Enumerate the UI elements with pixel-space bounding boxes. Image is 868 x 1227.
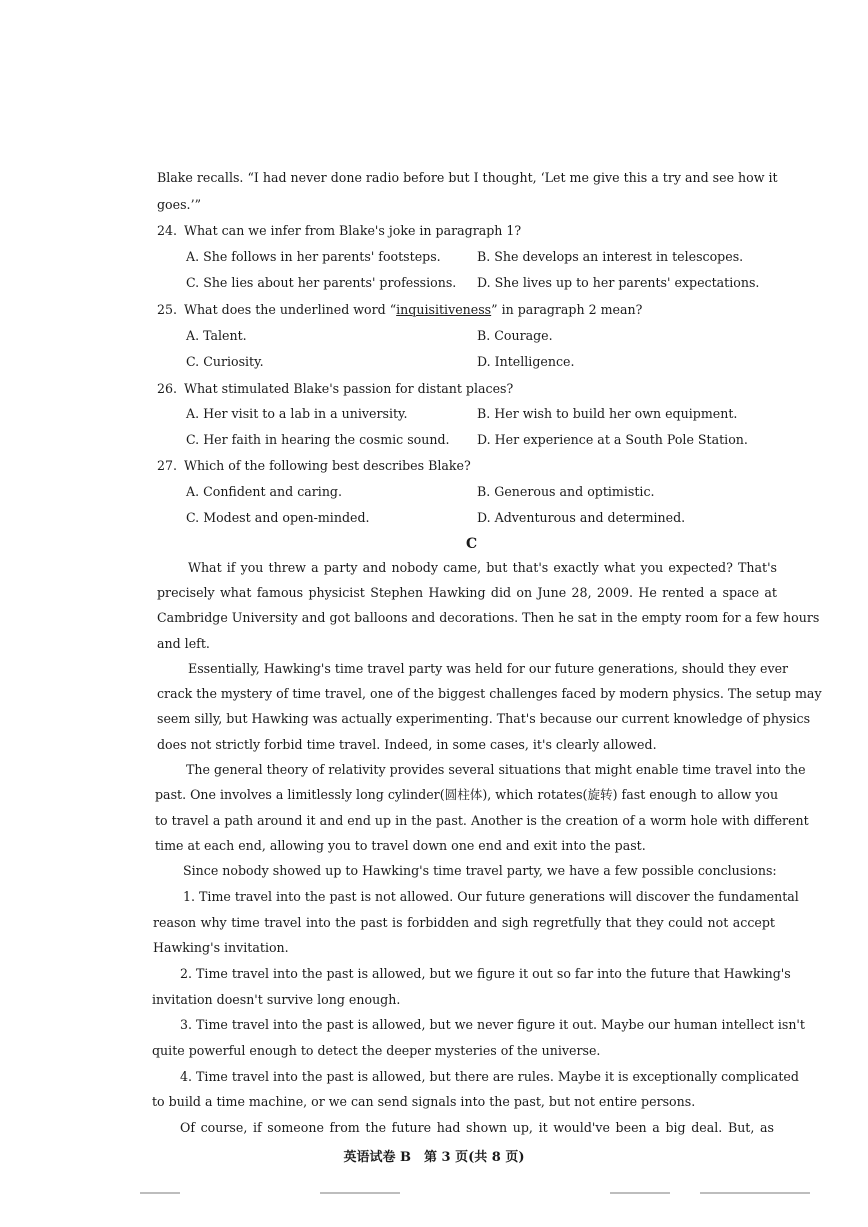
scan-artifact [320,1192,400,1194]
question-25-option-a[interactable]: A. Talent. [186,328,247,343]
passage-line: invitation doesn't survive long enough. [152,992,401,1007]
passage-line: 4. Time travel into the past is allowed, but there are rules. Maybe it is exceptionally complicated [180,1069,799,1084]
question-24-option-d[interactable]: D. She lives up to her parents' expectations. [477,275,760,290]
question-26-option-b[interactable]: B. Her wish to build her own equipment. [477,406,738,421]
underlined-word: inquisitiveness [396,302,492,317]
intro-line-2: goes.’” [157,197,202,212]
section-c-heading: C [466,536,478,552]
passage-line: 3. Time travel into the past is allowed, but we never figure it out. Maybe our human intellect isn't [180,1017,805,1032]
question-27-option-b[interactable]: B. Generous and optimistic. [477,484,655,499]
question-26-option-a[interactable]: A. Her visit to a lab in a university. [186,406,408,421]
passage-line: quite powerful enough to detect the deeper mysteries of the universe. [152,1043,601,1058]
passage-line: seem silly, but Hawking was actually experimenting. That's because our current knowledge of physics [157,711,811,726]
question-27-option-c[interactable]: C. Modest and open-minded. [186,510,370,525]
passage-line: Essentially, Hawking's time travel party was held for our future generations, should they ever [188,661,789,676]
question-25-stem-after: ” in paragraph 2 mean? [491,302,643,317]
question-24-option-a[interactable]: A. She follows in her parents' footsteps. [186,249,441,264]
passage-line: 2. Time travel into the past is allowed, but we figure it out so far into the future that Hawking's [180,966,791,981]
question-25-stem-before: What does the underlined word “ [184,302,397,317]
question-25-number: 25. [157,302,178,317]
question-26-number: 26. [157,381,178,396]
scan-artifact [140,1192,180,1194]
passage-line: does not strictly forbid time travel. Indeed, in some cases, it's clearly allowed. [157,737,657,752]
scan-artifact [610,1192,670,1194]
passage-line: crack the mystery of time travel, one of the biggest challenges faced by modern physics. The setup may [157,686,822,701]
question-24-stem: What can we infer from Blake's joke in paragraph 1? [184,223,522,238]
passage-line: precisely what famous physicist Stephen Hawking did on June 28, 2009. He rented a space at [157,585,777,600]
question-24-number: 24. [157,223,178,238]
passage-line: past. One involves a limitlessly long cylinder(圆柱体), which rotates(旋转) fast enough to allow you [155,787,779,802]
intro-line-1: Blake recalls. “I had never done radio before but I thought, ‘Let me give this a try and see how it [157,170,778,185]
question-25-option-d[interactable]: D. Intelligence. [477,354,575,369]
scan-artifact [700,1192,810,1194]
passage-line: Cambridge University and got balloons and decorations. Then he sat in the empty room for a few hours [157,610,820,625]
question-24-option-b[interactable]: B. She develops an interest in telescopes. [477,249,744,264]
passage-line: The general theory of relativity provides several situations that might enable time travel into the [186,762,806,777]
question-25-option-c[interactable]: C. Curiosity. [186,354,264,369]
passage-line: to build a time machine, or we can send signals into the past, but not entire persons. [152,1094,696,1109]
question-27-stem: Which of the following best describes Blake? [184,458,471,473]
passage-line: Hawking's invitation. [153,940,289,955]
question-25-option-b[interactable]: B. Courage. [477,328,553,343]
page-footer: 英语试卷 B 第 3 页(共 8 页) [343,1150,525,1165]
question-27-option-a[interactable]: A. Confident and caring. [186,484,342,499]
question-26-stem: What stimulated Blake's passion for distant places? [184,381,514,396]
passage-line: and left. [157,636,210,651]
question-27-number: 27. [157,458,178,473]
passage-line: Of course, if someone from the future had shown up, it would've been a big deal. But, as [180,1120,774,1135]
passage-line: What if you threw a party and nobody came, but that's exactly what you expected? That's [188,560,777,575]
passage-line: 1. Time travel into the past is not allowed. Our future generations will discover the fundamental [183,889,799,904]
question-24-option-c[interactable]: C. She lies about her parents' professions. [186,275,457,290]
passage-line: to travel a path around it and end up in the past. Another is the creation of a worm hole with different [155,813,809,828]
question-27-option-d[interactable]: D. Adventurous and determined. [477,510,686,525]
passage-line: Since nobody showed up to Hawking's time travel party, we have a few possible conclusions: [183,863,777,878]
question-26-option-d[interactable]: D. Her experience at a South Pole Station. [477,432,748,447]
passage-line: time at each end, allowing you to travel down one end and exit into the past. [155,838,646,853]
question-25-stem [184,302,642,318]
question-26-option-c[interactable]: C. Her faith in hearing the cosmic sound. [186,432,450,447]
passage-line: reason why time travel into the past is forbidden and sigh regretfully that they could not accept [153,915,775,930]
